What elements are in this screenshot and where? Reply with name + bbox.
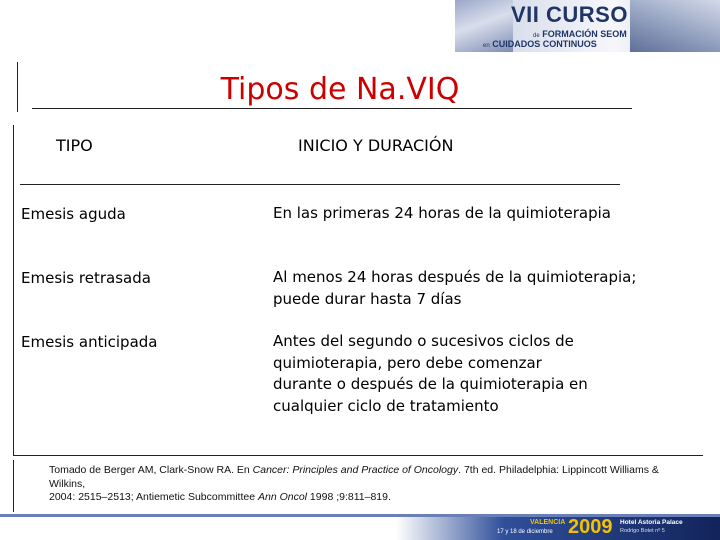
row-desc-acute: [273, 203, 673, 225]
desc-line: cualquier ciclo de tratamiento: [273, 396, 499, 415]
header-underline: [20, 184, 620, 185]
desc-line: Al menos 24 horas después de la quimioterapia;: [273, 268, 637, 286]
footer-year: 2009: [568, 516, 613, 538]
desc-line: quimioterapia, pero debe comenzar: [273, 353, 542, 372]
row-type-acute: Emesis aguda: [21, 205, 126, 223]
row-type-anticipatory: Emesis anticipada: [21, 333, 158, 351]
reference-text: 1998 ;9:811–819.: [307, 491, 391, 503]
banner-subtitle: de FORMACIÓN SEOM: [533, 29, 627, 39]
footer-hotel-address: Rodrigo Botet nº 5: [620, 528, 665, 534]
left-border-bottom: [13, 460, 14, 512]
footer-hotel: Hotel Astoria Palace: [620, 519, 683, 526]
column-header-onset: INICIO Y DURACIÓN: [298, 136, 454, 155]
footer-city: VALENCIA: [530, 519, 566, 526]
table-bottom-line: [13, 455, 703, 456]
course-banner: [455, 0, 720, 52]
reference-text: 2004: 2515–2513; Antiemetic Subcommittee: [49, 491, 258, 503]
reference-citation: [49, 464, 689, 505]
row-desc-anticipatory: [273, 331, 673, 417]
desc-line: En las primeras 24 horas de la quimioterapia: [273, 204, 611, 222]
reference-text: . 7th ed. Philadelphia: Lippincott Williams & Wilkins,: [49, 464, 659, 490]
desc-line: Antes del segundo o sucesivos ciclos de: [273, 332, 574, 350]
row-type-delayed: Emesis retrasada: [21, 269, 151, 287]
desc-line: puede durar hasta 7 días: [273, 289, 462, 308]
title-underline: [32, 108, 632, 109]
footer-bar: [0, 514, 720, 540]
building-image-right: [630, 0, 720, 52]
reference-text: Tomado de Berger AM, Clark-Snow RA. En: [49, 464, 253, 476]
row-desc-delayed: [273, 267, 673, 310]
left-border-main: [13, 125, 14, 455]
banner-subtitle-2: en CUIDADOS CONTINUOS: [483, 39, 597, 49]
banner-title: VII CURSO: [511, 2, 628, 27]
reference-book-title: Cancer: Principles and Practice of Oncology: [252, 464, 459, 476]
footer-dates: 17 y 18 de diciembre: [497, 529, 553, 535]
column-header-type: TIPO: [56, 136, 93, 155]
desc-line: durante o después de la quimioterapia en: [273, 375, 588, 393]
slide-title: Tipos de Na.VIQ: [220, 72, 460, 107]
reference-journal: Ann Oncol: [257, 491, 308, 503]
